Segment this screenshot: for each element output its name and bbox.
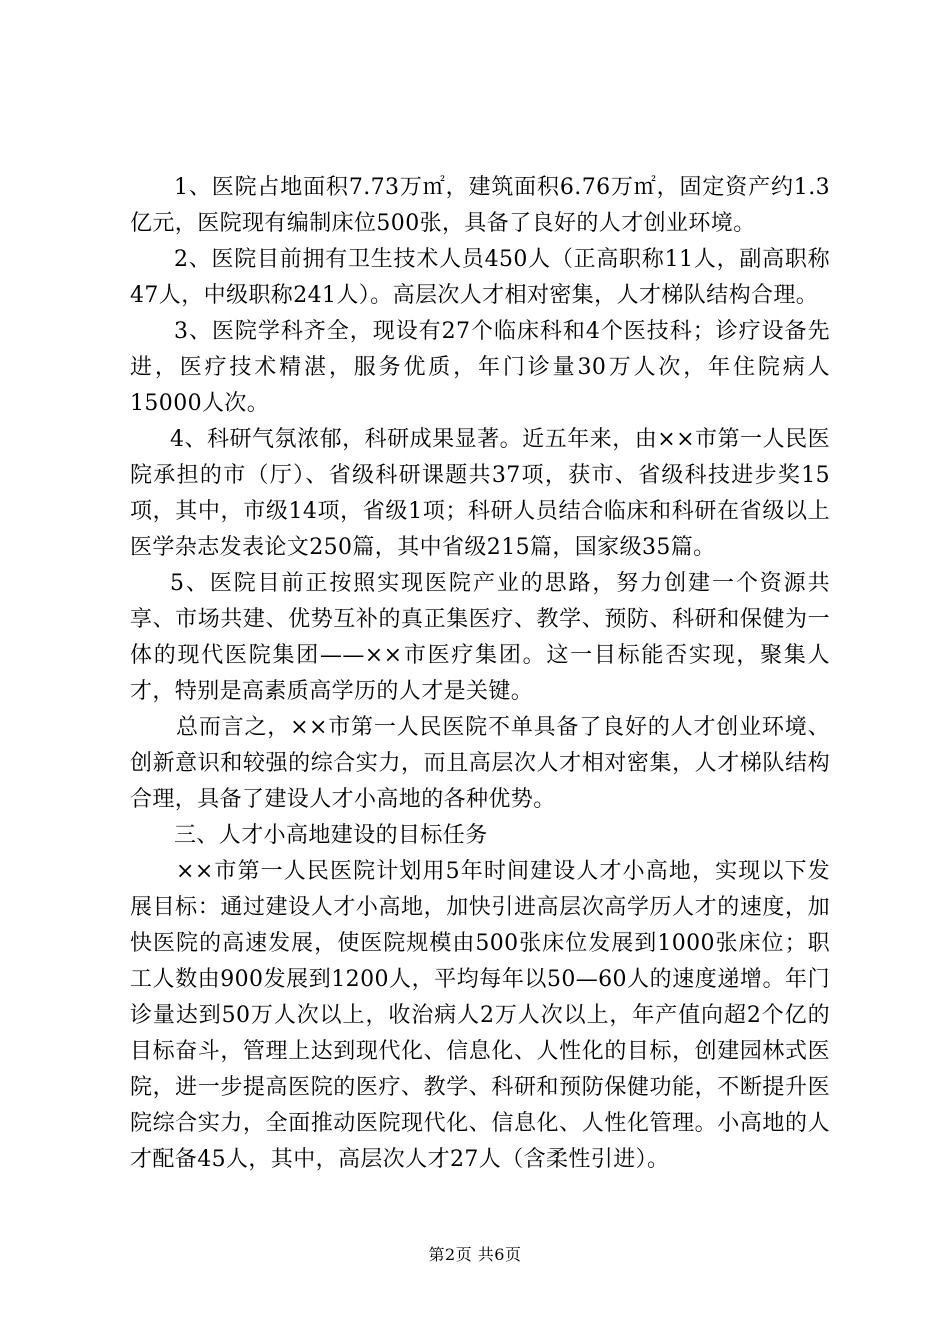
paragraph-goals: ××市第一人民医院计划用5年时间建设人才小高地，实现以下发展目标：通过建设人才小高地，加快引进高层次高学历人才的速度，加快医院的高速发展，使医院规模由500张床位发展到1000张床位；职工人数由900发展到1200人，平均每年以50—60人的速度递增。年门诊量达到50万人次以上，收治病人2万人次以上，年产值向超2个亿的目标奋斗，管理上达到现代化、信息化、人性化的目标，创建园林式医院，进一步提高医院的医疗、教学、科研和预防保健功能，不断提升医院综合实力，全面推动医院现代化、信息化、人性化管理。小高地的人才配备45人，其中，高层次人才27人（含柔性引进）。 [130, 859, 830, 1172]
paragraph-1: 1、医院占地面积7.73万㎡，建筑面积6.76万㎡，固定资产约1.3亿元，医院现有编制床位500张，具备了良好的人才创业环境。 [130, 175, 830, 236]
page-number-footer: 第2页 共6页 [428, 1245, 522, 1264]
paragraph-2: 2、医院目前拥有卫生技术人员450人（正高职称11人，副高职称47人，中级职称241人）。高层次人才相对密集，人才梯队结构合理。 [130, 247, 830, 308]
paragraph-3: 3、医院学科齐全，现设有27个临床科和4个医技科；诊疗设备先进，医疗技术精湛，服务优质，年门诊量30万人次，年住院病人15000人次。 [130, 319, 830, 416]
document-body [130, 170, 830, 1178]
paragraph-4: 4、科研气氛浓郁，科研成果显著。近五年来，由××市第一人民医院承担的市（厅）、省级科研课题共37项，获市、省级科技进步奖15项，其中，市级14项，省级1项；科研人员结合临床和科研在省级以上医学杂志发表论文250篇，其中省级215篇，国家级35篇。 [130, 427, 830, 560]
paragraph-5: 5、医院目前正按照实现医院产业的思路，努力创建一个资源共享、市场共建、优势互补的真正集医疗、教学、预防、科研和保健为一体的现代医院集团——××市医疗集团。这一目标能否实现，聚集人才，特别是高素质高学历的人才是关键。 [130, 571, 830, 704]
section-heading: 三、人才小高地建设的目标任务 [174, 823, 488, 848]
paragraph-summary: 总而言之，××市第一人民医院不单具备了良好的人才创业环境、创新意识和较强的综合实力，而且高层次人才相对密集，人才梯队结构合理，具备了建设人才小高地的各种优势。 [130, 715, 830, 812]
